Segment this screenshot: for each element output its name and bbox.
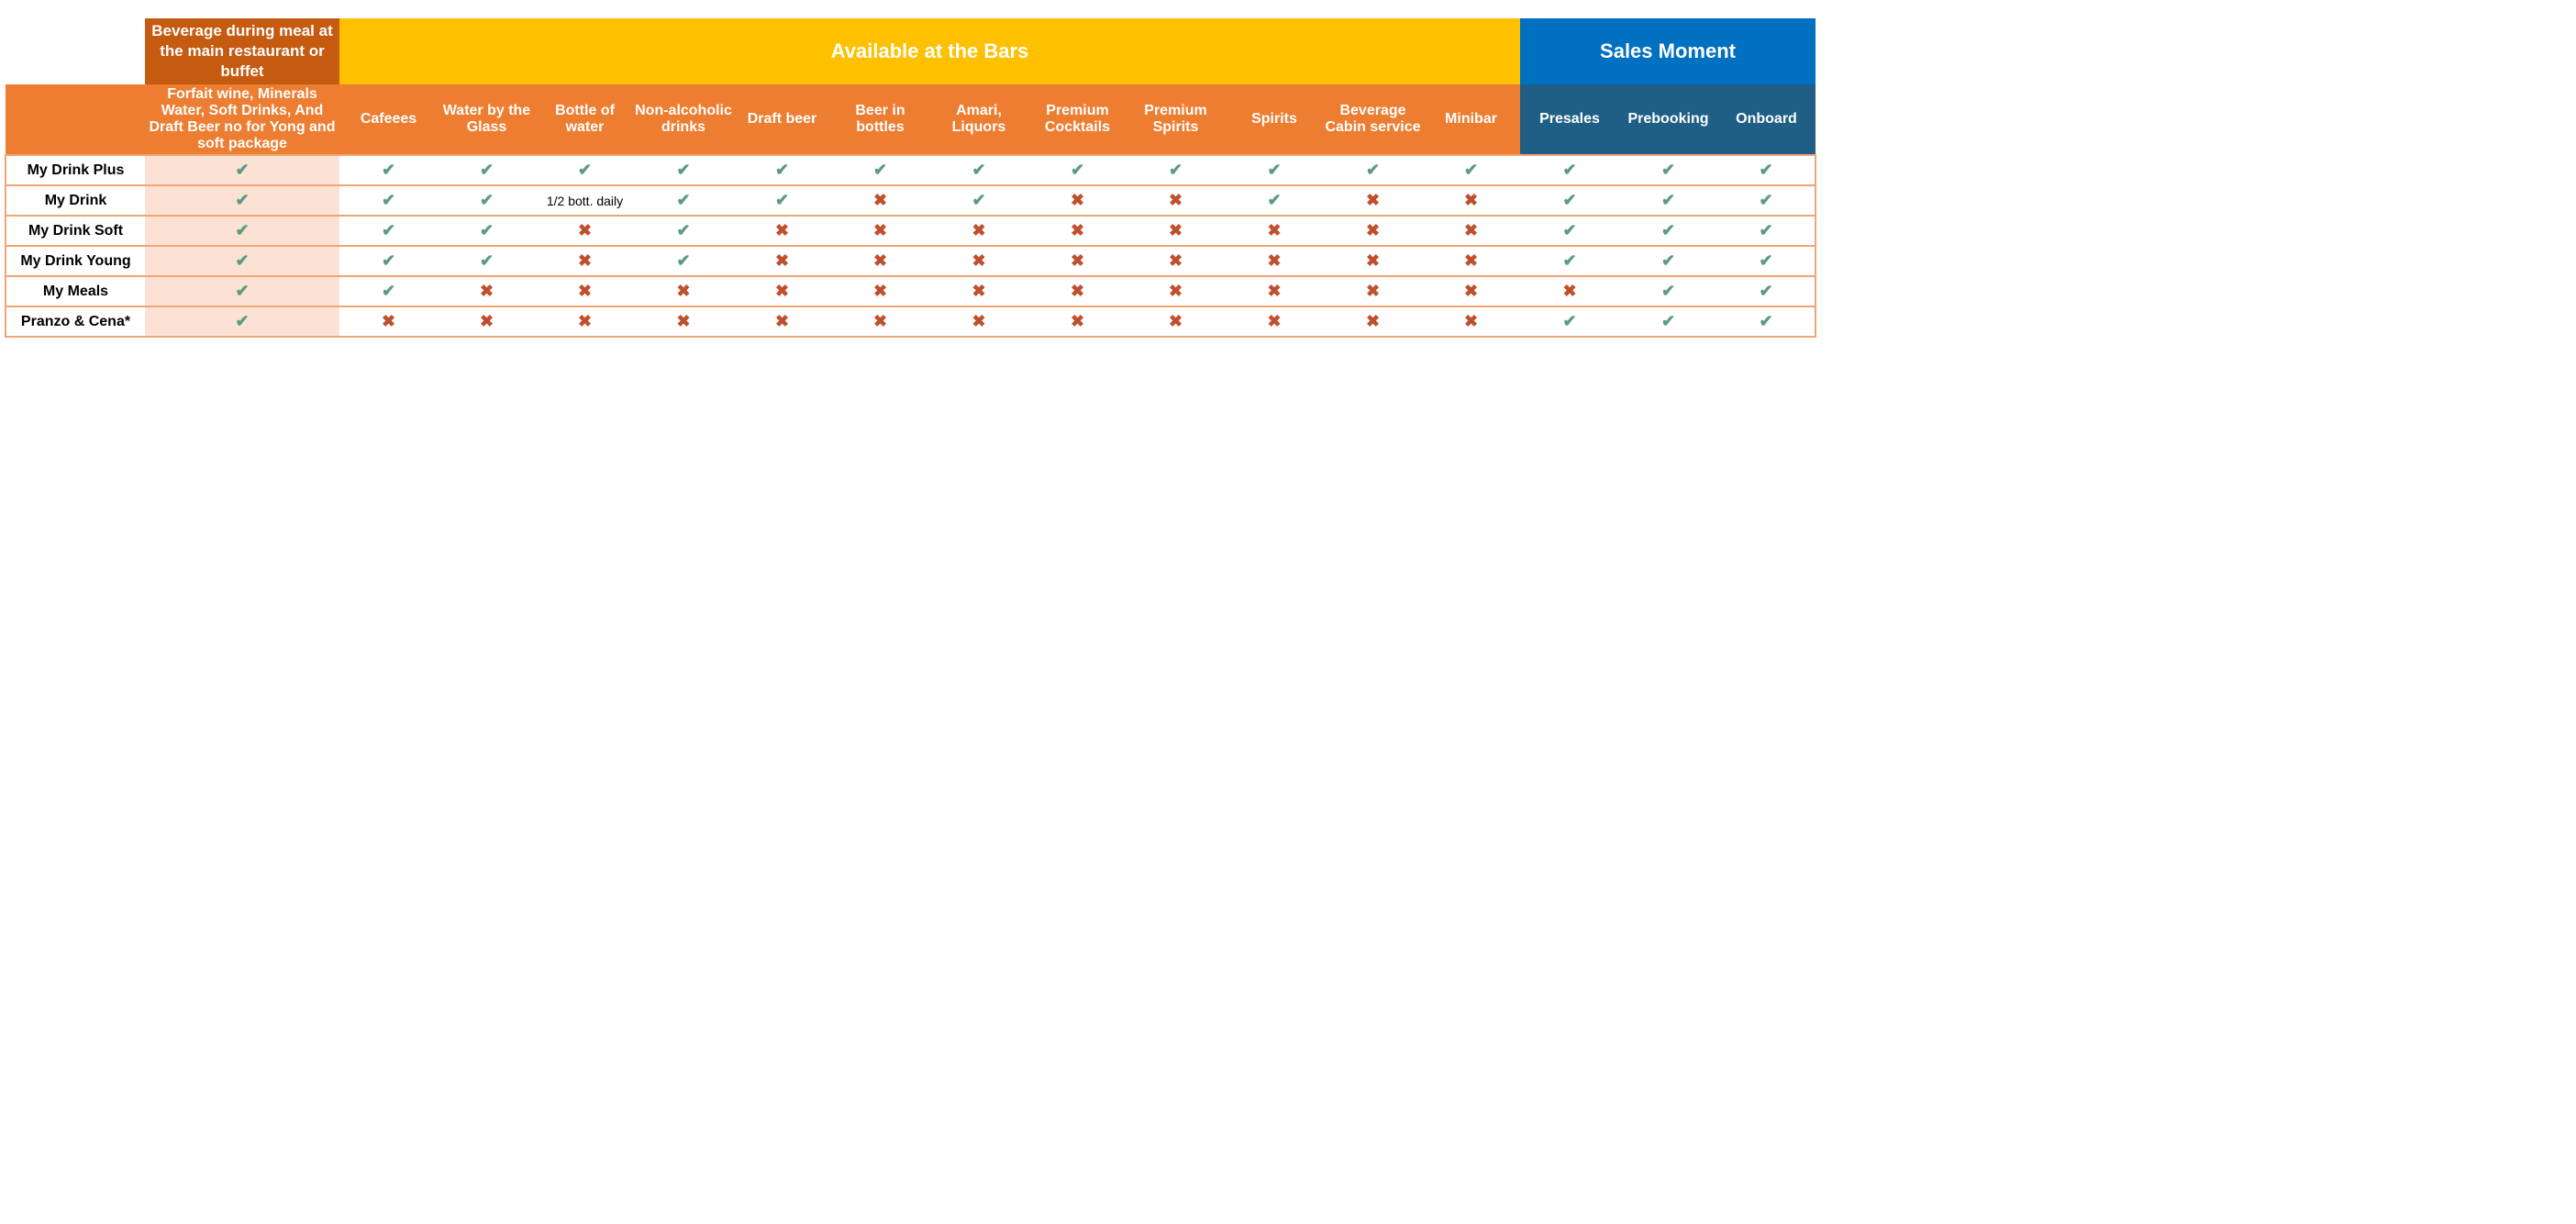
excluded-cell: [536, 246, 634, 276]
cross-icon: ✖: [479, 282, 494, 300]
excluded-cell: [1127, 246, 1225, 276]
check-icon: ✔: [1759, 191, 1773, 209]
excluded-cell: [929, 276, 1028, 306]
cross-icon: ✖: [872, 312, 888, 330]
column-header: Beer in bottles: [831, 84, 929, 155]
excluded-cell: [1127, 276, 1225, 306]
column-header-blank: [6, 84, 145, 155]
corner-blank-cell: [6, 18, 145, 84]
included-cell: [929, 155, 1028, 185]
excluded-cell: [831, 216, 929, 246]
excluded-cell: [1520, 276, 1619, 306]
column-header: Water by the Glass: [438, 84, 536, 155]
included-cell: [634, 185, 733, 216]
excluded-cell: [1028, 216, 1127, 246]
excluded-cell: [1324, 276, 1422, 306]
included-cell: [1520, 185, 1619, 216]
check-icon: ✔: [1660, 282, 1676, 300]
cross-icon: ✖: [577, 312, 593, 330]
cross-icon: ✖: [872, 191, 888, 209]
included-cell: [831, 155, 929, 185]
check-icon: ✔: [381, 282, 396, 300]
check-icon: ✔: [1168, 161, 1183, 179]
column-header-row: [6, 84, 1815, 155]
note-cell: [536, 185, 634, 216]
excluded-cell: [733, 216, 831, 246]
included-cell: [145, 185, 339, 216]
row-label: My Meals: [6, 276, 145, 306]
column-header: Forfait wine, Minerals Water, Soft Drinks, And Draft Beer no for Yong and soft package: [145, 84, 339, 155]
excluded-cell: [1028, 185, 1127, 216]
column-header: Prebooking: [1619, 84, 1717, 155]
check-icon: ✔: [1562, 191, 1577, 209]
check-icon: ✔: [1562, 312, 1577, 330]
cross-icon: ✖: [774, 251, 790, 270]
included-cell: [1619, 155, 1717, 185]
included-cell: [438, 216, 536, 246]
column-header: Presales: [1520, 84, 1619, 155]
column-header: Beverage Cabin service: [1324, 84, 1422, 155]
included-cell: [1619, 216, 1717, 246]
excluded-cell: [1225, 246, 1324, 276]
excluded-cell: [438, 276, 536, 306]
excluded-cell: [733, 246, 831, 276]
included-cell: [1717, 155, 1815, 185]
cross-icon: ✖: [1267, 282, 1282, 300]
column-header: Spirits: [1225, 84, 1324, 155]
included-cell: [1619, 185, 1717, 216]
cell-note: 1/2 bott. daily: [546, 194, 624, 208]
included-cell: [634, 246, 733, 276]
check-icon: ✔: [479, 161, 494, 179]
check-icon: ✔: [577, 161, 593, 179]
column-header: Draft beer: [733, 84, 831, 155]
included-cell: [1127, 155, 1225, 185]
excluded-cell: [1324, 246, 1422, 276]
excluded-cell: [1422, 276, 1520, 306]
check-icon: ✔: [1660, 312, 1676, 330]
cross-icon: ✖: [676, 312, 691, 330]
excluded-cell: [1324, 306, 1422, 337]
excluded-cell: [634, 276, 733, 306]
included-cell: [1619, 276, 1717, 306]
excluded-cell: [831, 276, 929, 306]
check-icon: ✔: [479, 251, 494, 270]
excluded-cell: [339, 306, 438, 337]
cross-icon: ✖: [1267, 221, 1282, 239]
included-cell: [733, 155, 831, 185]
excluded-cell: [1127, 216, 1225, 246]
check-icon: ✔: [1070, 161, 1085, 179]
included-cell: [339, 276, 438, 306]
cross-icon: ✖: [1070, 312, 1085, 330]
check-icon: ✔: [1267, 161, 1282, 179]
cross-icon: ✖: [1267, 251, 1282, 270]
included-cell: [145, 155, 339, 185]
included-cell: [1520, 216, 1619, 246]
included-cell: [1225, 155, 1324, 185]
check-icon: ✔: [972, 161, 986, 179]
check-icon: ✔: [1267, 191, 1282, 209]
group-header-sales: Sales Moment: [1520, 18, 1815, 84]
cross-icon: ✖: [1070, 282, 1085, 300]
table-row: [6, 306, 1815, 337]
check-icon: ✔: [381, 251, 396, 270]
included-cell: [145, 306, 339, 337]
cross-icon: ✖: [972, 282, 986, 300]
excluded-cell: [929, 216, 1028, 246]
included-cell: [438, 185, 536, 216]
check-icon: ✔: [1759, 161, 1773, 179]
check-icon: ✔: [1660, 191, 1676, 209]
check-icon: ✔: [1759, 312, 1773, 330]
row-label: My Drink Young: [6, 246, 145, 276]
cross-icon: ✖: [872, 282, 888, 300]
column-header: Premium Cocktails: [1028, 84, 1127, 155]
cross-icon: ✖: [1463, 251, 1479, 270]
table-body: [6, 155, 1815, 337]
row-label: Pranzo & Cena*: [6, 306, 145, 337]
cross-icon: ✖: [774, 221, 790, 239]
check-icon: ✔: [381, 161, 396, 179]
check-icon: ✔: [381, 191, 396, 209]
excluded-cell: [1225, 216, 1324, 246]
cross-icon: ✖: [972, 221, 986, 239]
check-icon: ✔: [235, 221, 250, 239]
cross-icon: ✖: [1463, 221, 1479, 239]
check-icon: ✔: [479, 221, 494, 239]
check-icon: ✔: [774, 191, 790, 209]
cross-icon: ✖: [1168, 191, 1183, 209]
cross-icon: ✖: [1070, 251, 1085, 270]
beverage-package-table: [5, 18, 1816, 338]
included-cell: [1324, 155, 1422, 185]
excluded-cell: [831, 246, 929, 276]
excluded-cell: [1028, 276, 1127, 306]
included-cell: [929, 185, 1028, 216]
check-icon: ✔: [676, 191, 691, 209]
excluded-cell: [536, 216, 634, 246]
cross-icon: ✖: [1463, 312, 1479, 330]
check-icon: ✔: [1562, 221, 1577, 239]
excluded-cell: [536, 306, 634, 337]
cross-icon: ✖: [774, 312, 790, 330]
table-row: [6, 216, 1815, 246]
excluded-cell: [733, 276, 831, 306]
cross-icon: ✖: [577, 251, 593, 270]
row-label: My Drink Plus: [6, 155, 145, 185]
row-label: My Drink Soft: [6, 216, 145, 246]
excluded-cell: [733, 306, 831, 337]
excluded-cell: [1028, 306, 1127, 337]
group-header-bars: Available at the Bars: [339, 18, 1520, 84]
check-icon: ✔: [235, 312, 250, 330]
cross-icon: ✖: [1365, 191, 1381, 209]
included-cell: [634, 155, 733, 185]
check-icon: ✔: [235, 251, 250, 270]
excluded-cell: [1422, 216, 1520, 246]
check-icon: ✔: [1660, 251, 1676, 270]
cross-icon: ✖: [872, 251, 888, 270]
column-header: Bottle of water: [536, 84, 634, 155]
column-header: Amari, Liquors: [929, 84, 1028, 155]
cross-icon: ✖: [1168, 282, 1183, 300]
included-cell: [1225, 185, 1324, 216]
included-cell: [339, 246, 438, 276]
included-cell: [1717, 185, 1815, 216]
included-cell: [536, 155, 634, 185]
check-icon: ✔: [774, 161, 790, 179]
excluded-cell: [1127, 306, 1225, 337]
cross-icon: ✖: [1070, 221, 1085, 239]
check-icon: ✔: [235, 191, 250, 209]
cross-icon: ✖: [577, 282, 593, 300]
check-icon: ✔: [235, 161, 250, 179]
cross-icon: ✖: [1365, 221, 1381, 239]
included-cell: [733, 185, 831, 216]
included-cell: [339, 216, 438, 246]
table-row: [6, 276, 1815, 306]
included-cell: [1717, 216, 1815, 246]
included-cell: [1520, 246, 1619, 276]
check-icon: ✔: [1660, 221, 1676, 239]
excluded-cell: [1324, 185, 1422, 216]
excluded-cell: [929, 246, 1028, 276]
excluded-cell: [831, 185, 929, 216]
check-icon: ✔: [1759, 251, 1773, 270]
cross-icon: ✖: [972, 312, 986, 330]
column-header: Onboard: [1717, 84, 1815, 155]
included-cell: [438, 155, 536, 185]
excluded-cell: [536, 276, 634, 306]
table-row: [6, 185, 1815, 216]
check-icon: ✔: [972, 191, 986, 209]
included-cell: [1717, 276, 1815, 306]
included-cell: [145, 216, 339, 246]
check-icon: ✔: [676, 161, 691, 179]
cross-icon: ✖: [479, 312, 494, 330]
check-icon: ✔: [1759, 221, 1773, 239]
included-cell: [1619, 306, 1717, 337]
cross-icon: ✖: [1168, 312, 1183, 330]
included-cell: [1028, 155, 1127, 185]
column-header: Premium Spirits: [1127, 84, 1225, 155]
check-icon: ✔: [1463, 161, 1479, 179]
cross-icon: ✖: [1365, 282, 1381, 300]
check-icon: ✔: [676, 221, 691, 239]
check-icon: ✔: [381, 221, 396, 239]
included-cell: [1717, 306, 1815, 337]
included-cell: [339, 185, 438, 216]
cross-icon: ✖: [774, 282, 790, 300]
group-header-row: [6, 18, 1815, 84]
cross-icon: ✖: [381, 312, 396, 330]
check-icon: ✔: [1365, 161, 1381, 179]
cross-icon: ✖: [577, 221, 593, 239]
cross-icon: ✖: [872, 221, 888, 239]
excluded-cell: [1422, 306, 1520, 337]
included-cell: [1422, 155, 1520, 185]
excluded-cell: [438, 306, 536, 337]
included-cell: [145, 276, 339, 306]
check-icon: ✔: [1759, 282, 1773, 300]
cross-icon: ✖: [1168, 251, 1183, 270]
column-header: Non-alcoholic drinks: [634, 84, 733, 155]
excluded-cell: [634, 306, 733, 337]
check-icon: ✔: [1562, 161, 1577, 179]
cross-icon: ✖: [1463, 282, 1479, 300]
cross-icon: ✖: [1463, 191, 1479, 209]
cross-icon: ✖: [1365, 312, 1381, 330]
excluded-cell: [1422, 246, 1520, 276]
included-cell: [1520, 306, 1619, 337]
cross-icon: ✖: [676, 282, 691, 300]
cross-icon: ✖: [1070, 191, 1085, 209]
column-header: Cafeees: [339, 84, 438, 155]
included-cell: [634, 216, 733, 246]
column-header: Minibar: [1422, 84, 1520, 155]
row-label: My Drink: [6, 185, 145, 216]
excluded-cell: [929, 306, 1028, 337]
check-icon: ✔: [479, 191, 494, 209]
check-icon: ✔: [676, 251, 691, 270]
excluded-cell: [1422, 185, 1520, 216]
included-cell: [1520, 155, 1619, 185]
cross-icon: ✖: [1267, 312, 1282, 330]
excluded-cell: [831, 306, 929, 337]
cross-icon: ✖: [1365, 251, 1381, 270]
included-cell: [339, 155, 438, 185]
group-header-meal: Beverage during meal at the main restaurant or buffet: [145, 18, 339, 84]
included-cell: [438, 246, 536, 276]
included-cell: [1619, 246, 1717, 276]
check-icon: ✔: [1562, 251, 1577, 270]
table-row: [6, 155, 1815, 185]
excluded-cell: [1225, 306, 1324, 337]
included-cell: [1717, 246, 1815, 276]
excluded-cell: [1324, 216, 1422, 246]
cross-icon: ✖: [1562, 282, 1577, 300]
excluded-cell: [1028, 246, 1127, 276]
check-icon: ✔: [872, 161, 888, 179]
cross-icon: ✖: [1168, 221, 1183, 239]
cross-icon: ✖: [972, 251, 986, 270]
included-cell: [145, 246, 339, 276]
check-icon: ✔: [235, 282, 250, 300]
excluded-cell: [1127, 185, 1225, 216]
excluded-cell: [1225, 276, 1324, 306]
check-icon: ✔: [1660, 161, 1676, 179]
table-row: [6, 246, 1815, 276]
